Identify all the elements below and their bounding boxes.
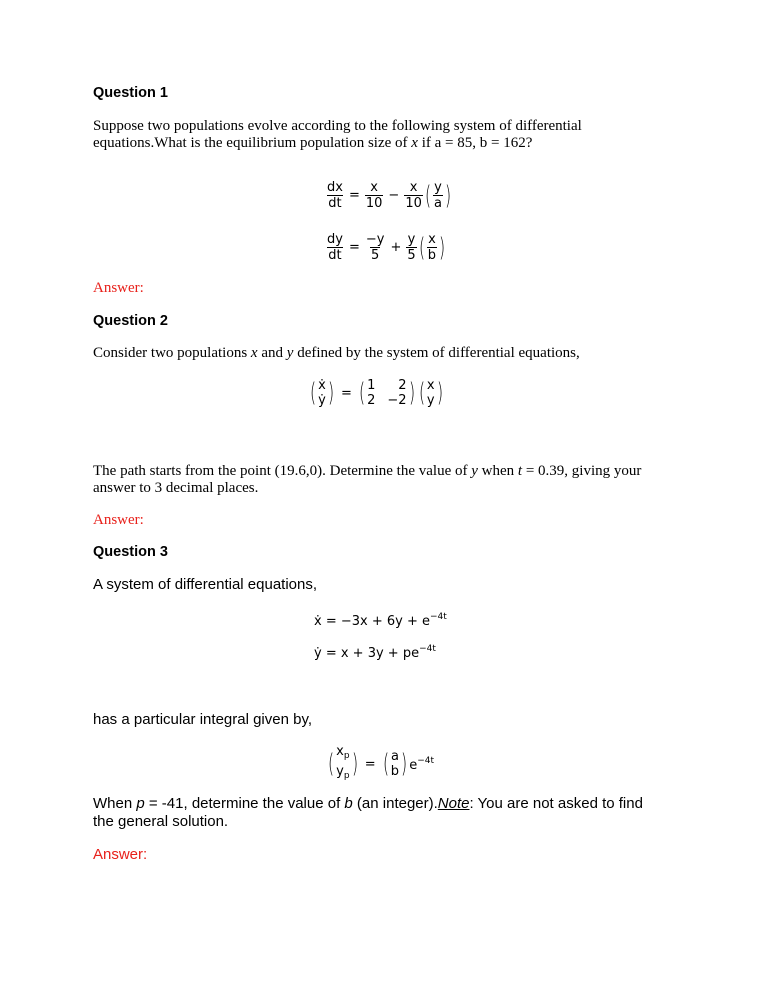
question-1-line-1: Suppose two populations evolve according to the following system of differential — [93, 118, 582, 134]
question-3-title: Question 3 — [93, 544, 168, 560]
question-3-answer-label: Answer: — [93, 846, 148, 863]
question-3-when-text — [93, 795, 643, 831]
question-3-particular-integral-text: has a particular integral given by, — [93, 711, 313, 728]
q3-particular-integral-equation: ( $x_p$ $y_p$ ) = ( a b ) $e^{-4t}$ — [328, 744, 435, 781]
question-2-answer-label: Answer: — [93, 512, 144, 528]
question-3-when-line-2: the general solution. — [93, 813, 229, 830]
q2-matrix-equation: ( ẋ ẏ ) = ( 1 2 2 −2 ) ( x y ) — [310, 378, 443, 408]
question-2-path-text — [93, 463, 641, 497]
q3-equation-2: ẏ = $x + 3y + pe^{-4t}$ — [314, 644, 436, 661]
question-3-intro: A system of differential equations, — [93, 576, 318, 593]
question-2-path-line-1: The path starts from the point (19.6,0). Determine the value of y when t = 0.39, giving your — [93, 463, 642, 479]
q1-equation-1: $\frac{dx}{dt}$ = $\frac{x}{10}$ − $\frac{x}{10}$ ( $\frac{y}{a}$ ) — [327, 180, 452, 211]
question-2-path-line-2: answer to 3 decimal places. — [93, 480, 259, 496]
question-1-line-2: equations.What is the equilibrium population size of x if a = 85, b = 162? — [93, 135, 533, 151]
question-2-text: Consider two populations x and y defined by the system of differential equations, — [93, 345, 580, 361]
question-1-text — [93, 118, 582, 152]
q1-equation-2: $\frac{dy}{dt}$ = $\frac{-y}{5}$ + $\frac{y}{5}$ ( $\frac{x}{b}$ ) — [327, 232, 446, 263]
note-label: Note — [437, 795, 470, 812]
question-3-when-line-1: When p = -41, determine the value of b (an integer).Note: You are not asked to find — [93, 795, 643, 812]
question-2-title: Question 2 — [93, 313, 168, 329]
question-1-answer-label: Answer: — [93, 280, 144, 296]
q3-equation-1: ẋ = $-3x + 6y + e^{-4t}$ — [314, 612, 447, 629]
question-1-title: Question 1 — [93, 85, 168, 101]
